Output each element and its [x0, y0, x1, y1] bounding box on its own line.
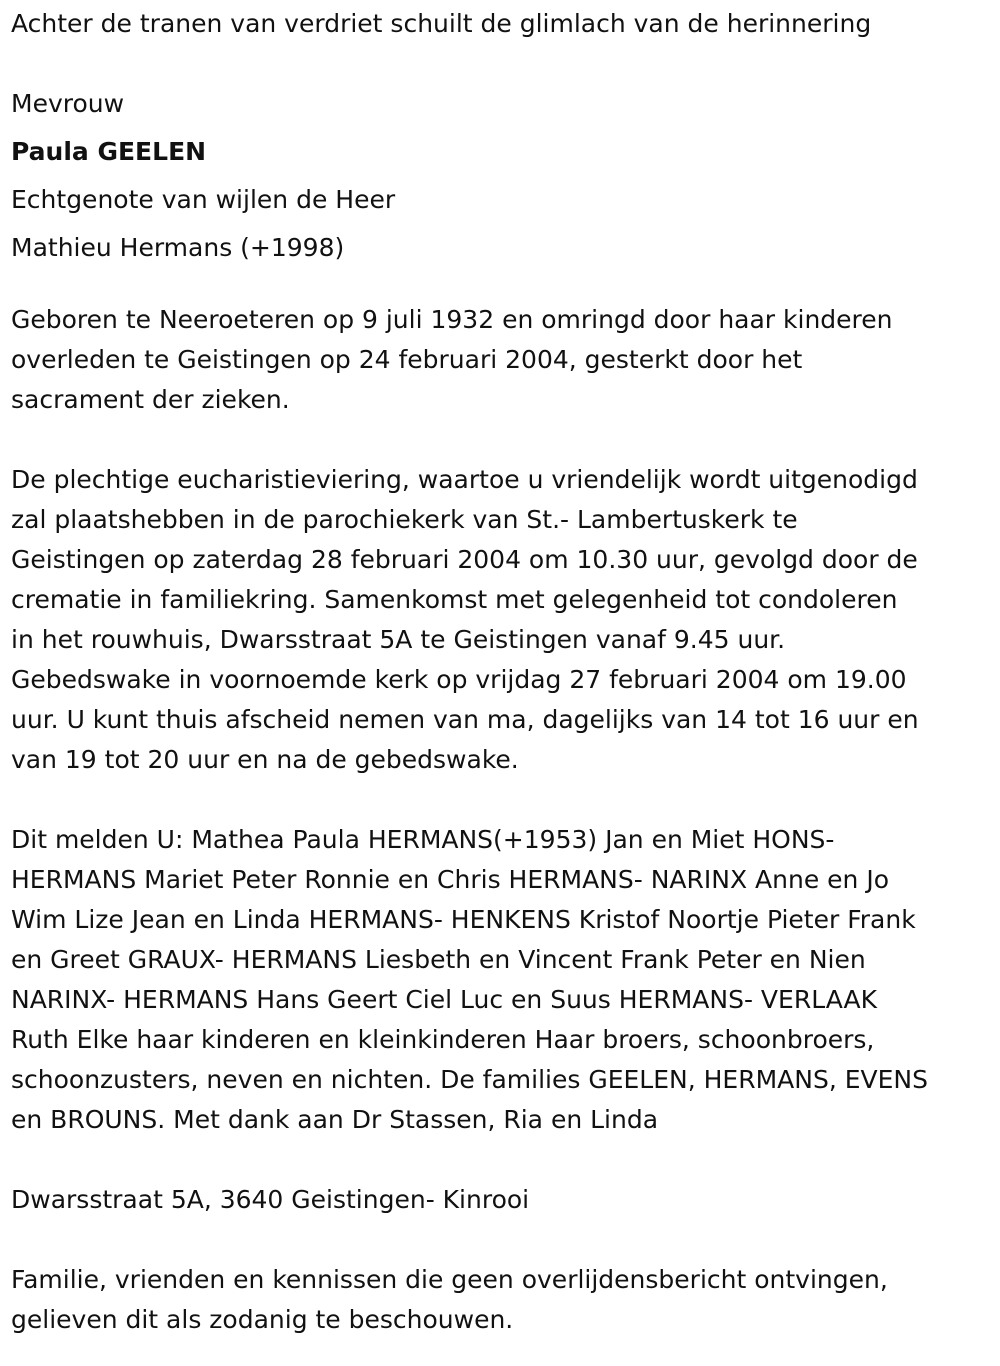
paragraph-line: sacrament der zieken.	[11, 385, 290, 414]
paragraph-line: overleden te Geistingen op 24 februari 2004, gesterkt door het	[11, 345, 803, 374]
paragraph-line: van 19 tot 20 uur en na de gebedswake.	[11, 745, 519, 774]
paragraph-line: en BROUNS. Met dank aan Dr Stassen, Ria en Linda	[11, 1105, 659, 1134]
paragraph-line: Familie, vrienden en kennissen die geen overlijdensbericht ontvingen,	[11, 1265, 888, 1294]
motto: Achter de tranen van verdriet schuilt de glimlach van de herinnering	[11, 9, 872, 38]
paragraph-line: in het rouwhuis, Dwarsstraat 5A te Geistingen vanaf 9.45 uur.	[11, 625, 786, 654]
paragraph-line: Geboren te Neeroeteren op 9 juli 1932 en omringd door haar kinderen	[11, 305, 893, 334]
paragraph-line: Wim Lize Jean en Linda HERMANS- HENKENS Kristof Noortje Pieter Frank	[11, 905, 916, 934]
closing-paragraph	[11, 1260, 986, 1340]
paragraph-line: Ruth Elke haar kinderen en kleinkinderen Haar broers, schoonbroers,	[11, 1025, 875, 1054]
paragraph-line: De plechtige eucharistieviering, waartoe u vriendelijk wordt uitgenodigd	[11, 465, 918, 494]
ceremony-paragraph	[11, 460, 986, 780]
deceased-header	[11, 84, 986, 268]
paragraph-line: Geistingen op zaterdag 28 februari 2004 om 10.30 uur, gevolgd door de	[11, 545, 918, 574]
relation-line-1: Echtgenote van wijlen de Heer	[11, 185, 396, 214]
address: Dwarsstraat 5A, 3640 Geistingen- Kinrooi	[11, 1185, 530, 1214]
paragraph-line: uur. U kunt thuis afscheid nemen van ma, dagelijks van 14 tot 16 uur en	[11, 705, 919, 734]
paragraph-line: zal plaatshebben in de parochiekerk van St.- Lambertuskerk te	[11, 505, 798, 534]
spacer	[11, 44, 986, 84]
paragraph-line: Gebedswake in voornoemde kerk op vrijdag 27 februari 2004 om 19.00	[11, 665, 907, 694]
paragraph-line: NARINX- HERMANS Hans Geert Ciel Luc en Suus HERMANS- VERLAAK	[11, 985, 877, 1014]
spacer	[11, 1140, 986, 1180]
paragraph-line: gelieven dit als zodanig te beschouwen.	[11, 1305, 514, 1334]
paragraph-line: HERMANS Mariet Peter Ronnie en Chris HERMANS- NARINX Anne en Jo	[11, 865, 890, 894]
salutation: Mevrouw	[11, 89, 125, 118]
birth-death-paragraph	[11, 300, 986, 420]
paragraph-line: schoonzusters, neven en nichten. De families GEELEN, HERMANS, EVENS	[11, 1065, 928, 1094]
family-paragraph	[11, 820, 986, 1140]
paragraph-line: crematie in familiekring. Samenkomst met gelegenheid tot condoleren	[11, 585, 898, 614]
paragraph-line: Dit melden U: Mathea Paula HERMANS(+1953) Jan en Miet HONS-	[11, 825, 835, 854]
spacer	[11, 420, 986, 460]
spacer	[11, 276, 986, 300]
paragraph-line: en Greet GRAUX- HERMANS Liesbeth en Vincent Frank Peter en Nien	[11, 945, 866, 974]
spacer	[11, 780, 986, 820]
obituary-document	[11, 4, 986, 1340]
spacer	[11, 1220, 986, 1260]
relation-line-2: Mathieu Hermans (+1998)	[11, 233, 345, 262]
deceased-name: Paula GEELEN	[11, 137, 207, 166]
